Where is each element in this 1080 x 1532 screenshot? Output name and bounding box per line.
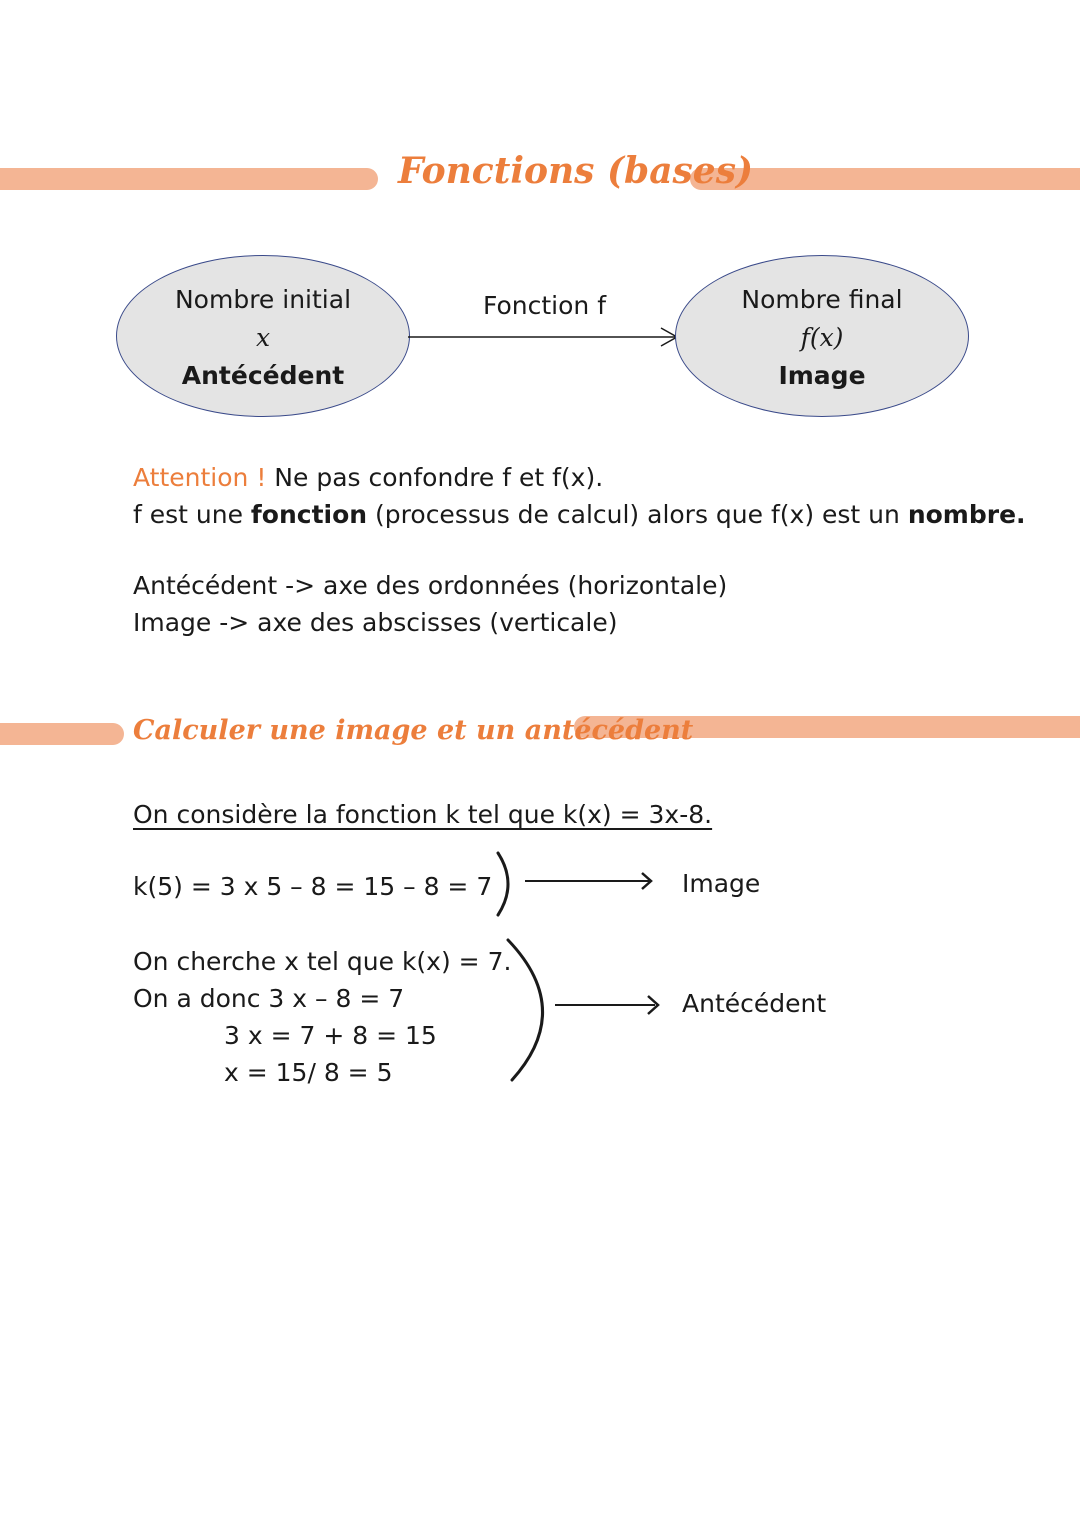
image-label: Image <box>778 361 866 390</box>
antecedent-line-4: x = 15/ 8 = 5 <box>224 1058 393 1087</box>
attention-line-1 <box>133 460 603 496</box>
axes-note-line-2: Image -> axe des abscisses (verticale) <box>133 608 618 637</box>
attention-line-2 <box>133 497 1026 533</box>
function-definition: On considère la fonction k tel que k(x) = 3x-8. <box>133 800 713 829</box>
attention-line-1-text: Ne pas confondre f et f(x). <box>266 463 604 492</box>
initial-number-label: Nombre initial <box>174 285 352 314</box>
ellipse-initial-number <box>116 255 410 417</box>
final-number-label: Nombre final <box>741 285 903 314</box>
fonction-bold: fonction <box>250 500 368 529</box>
image-calculation: k(5) = 3 x 5 – 8 = 15 – 8 = 7 <box>133 872 493 901</box>
attention-line-2-a: f est une <box>133 500 251 529</box>
image-brace <box>490 848 670 920</box>
initial-variable: x <box>255 323 271 352</box>
image-result-label: Image <box>682 869 761 898</box>
function-arrow <box>405 325 685 349</box>
antecedent-brace <box>500 935 675 1085</box>
antecedent-label: Antécédent <box>181 361 345 390</box>
antecedent-line-2: On a donc 3 x – 8 = 7 <box>133 984 405 1013</box>
antecedent-result-label: Antécédent <box>682 989 827 1018</box>
section2-bar-left <box>0 723 124 745</box>
antecedent-line-1: On cherche x tel que k(x) = 7. <box>133 947 512 976</box>
page-title: Fonctions (bases) <box>398 150 753 192</box>
nombre-bold: nombre. <box>907 500 1026 529</box>
attention-label: Attention ! <box>133 463 267 492</box>
final-function-value: f(x) <box>800 323 844 352</box>
section2-title: Calculer une image et un antécédent <box>133 715 694 746</box>
header-bar-left <box>0 168 378 190</box>
axes-note-line-1: Antécédent -> axe des ordonnées (horizontale) <box>133 571 728 600</box>
antecedent-line-3: 3 x = 7 + 8 = 15 <box>224 1021 437 1050</box>
attention-line-2-b: (processus de calcul) alors que f(x) est un <box>367 500 908 529</box>
function-arrow-label: Fonction f <box>483 291 607 320</box>
ellipse-final-number <box>675 255 969 417</box>
